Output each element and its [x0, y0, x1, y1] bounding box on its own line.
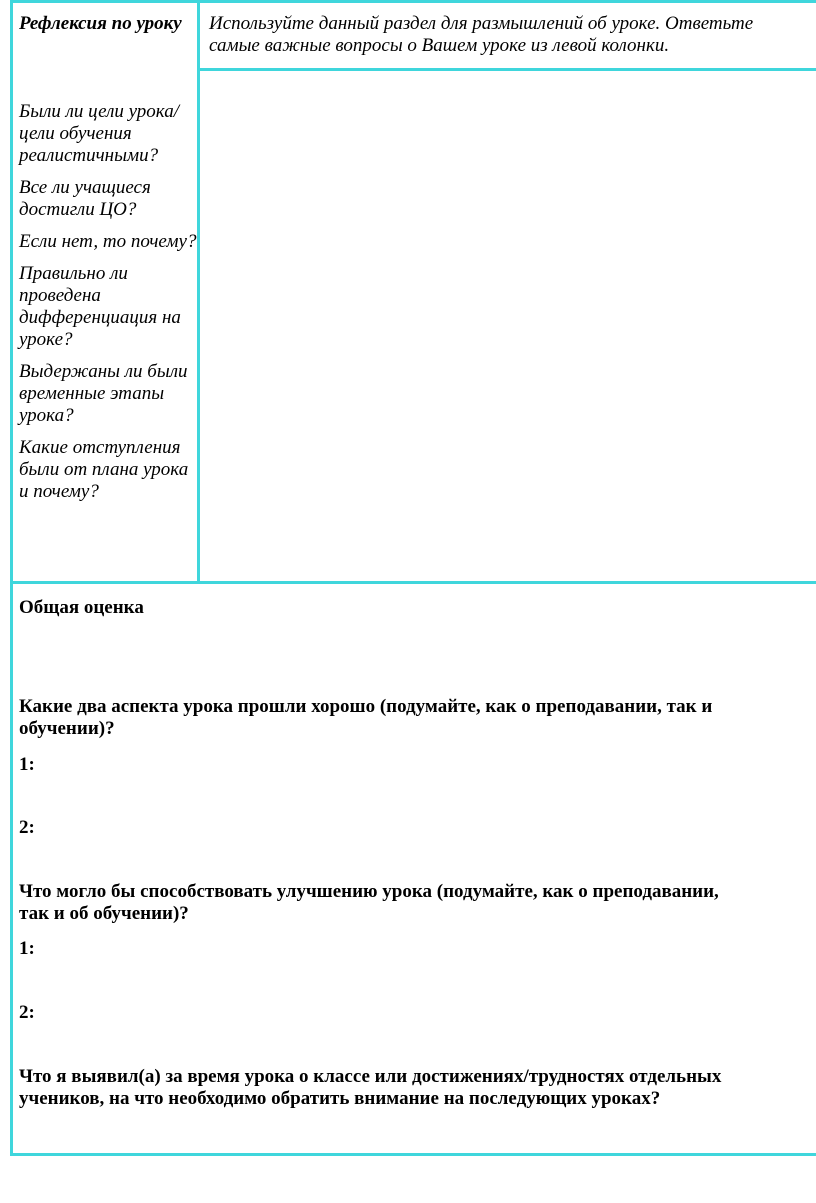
- q1-item-2: 2:: [19, 817, 35, 838]
- reflection-answer-area[interactable]: [200, 71, 816, 581]
- q1-item-1: 1:: [19, 754, 35, 775]
- summary-section: [19, 597, 816, 1137]
- q1-line-2: обучении)?: [19, 718, 115, 739]
- q3-line-2: учеников, на что необходимо обратить внимание на последующих уроках?: [19, 1088, 661, 1109]
- question-differentiation: Правильно ли проведена дифференциация на уроке?: [19, 263, 181, 350]
- reflection-intro: [209, 13, 816, 57]
- question-goals-realistic: Были ли цели урока/цели обучения реалистичными?: [19, 101, 179, 166]
- question-time-stages: Выдержаны ли были временные этапы урока?: [19, 361, 188, 426]
- intro-line-2: самые важные вопросы о Вашем уроке из левой колонки.: [209, 35, 670, 56]
- intro-line-1: Используйте данный раздел для размышлений об уроке. Ответьте: [209, 13, 754, 34]
- question-deviations: Какие отступления были от плана урока и почему?: [19, 437, 189, 502]
- q1-line-1: Какие два аспекта урока прошли хорошо (подумайте, как о преподавании, так и: [19, 696, 713, 717]
- q2-line-2: так и об обучении)?: [19, 903, 189, 924]
- reflection-title: Рефлексия по уроку: [19, 13, 182, 34]
- question-why-not: Если нет, то почему?: [19, 231, 197, 252]
- section-divider: [10, 581, 816, 584]
- question-all-achieved: Все ли учащиеся достигли ЦО?: [19, 177, 151, 220]
- summary-heading: Общая оценка: [19, 597, 144, 618]
- q3-line-1: Что я выявил(а) за время урока о классе или достижениях/трудностях отдельных: [19, 1066, 722, 1087]
- q2-line-1: Что могло бы способствовать улучшению урока (подумайте, как о преподавании,: [19, 881, 719, 902]
- q2-item-1: 1:: [19, 938, 35, 959]
- questions-column: [19, 101, 197, 513]
- q2-item-2: 2:: [19, 1002, 35, 1023]
- reflection-title-cell: [19, 13, 197, 45]
